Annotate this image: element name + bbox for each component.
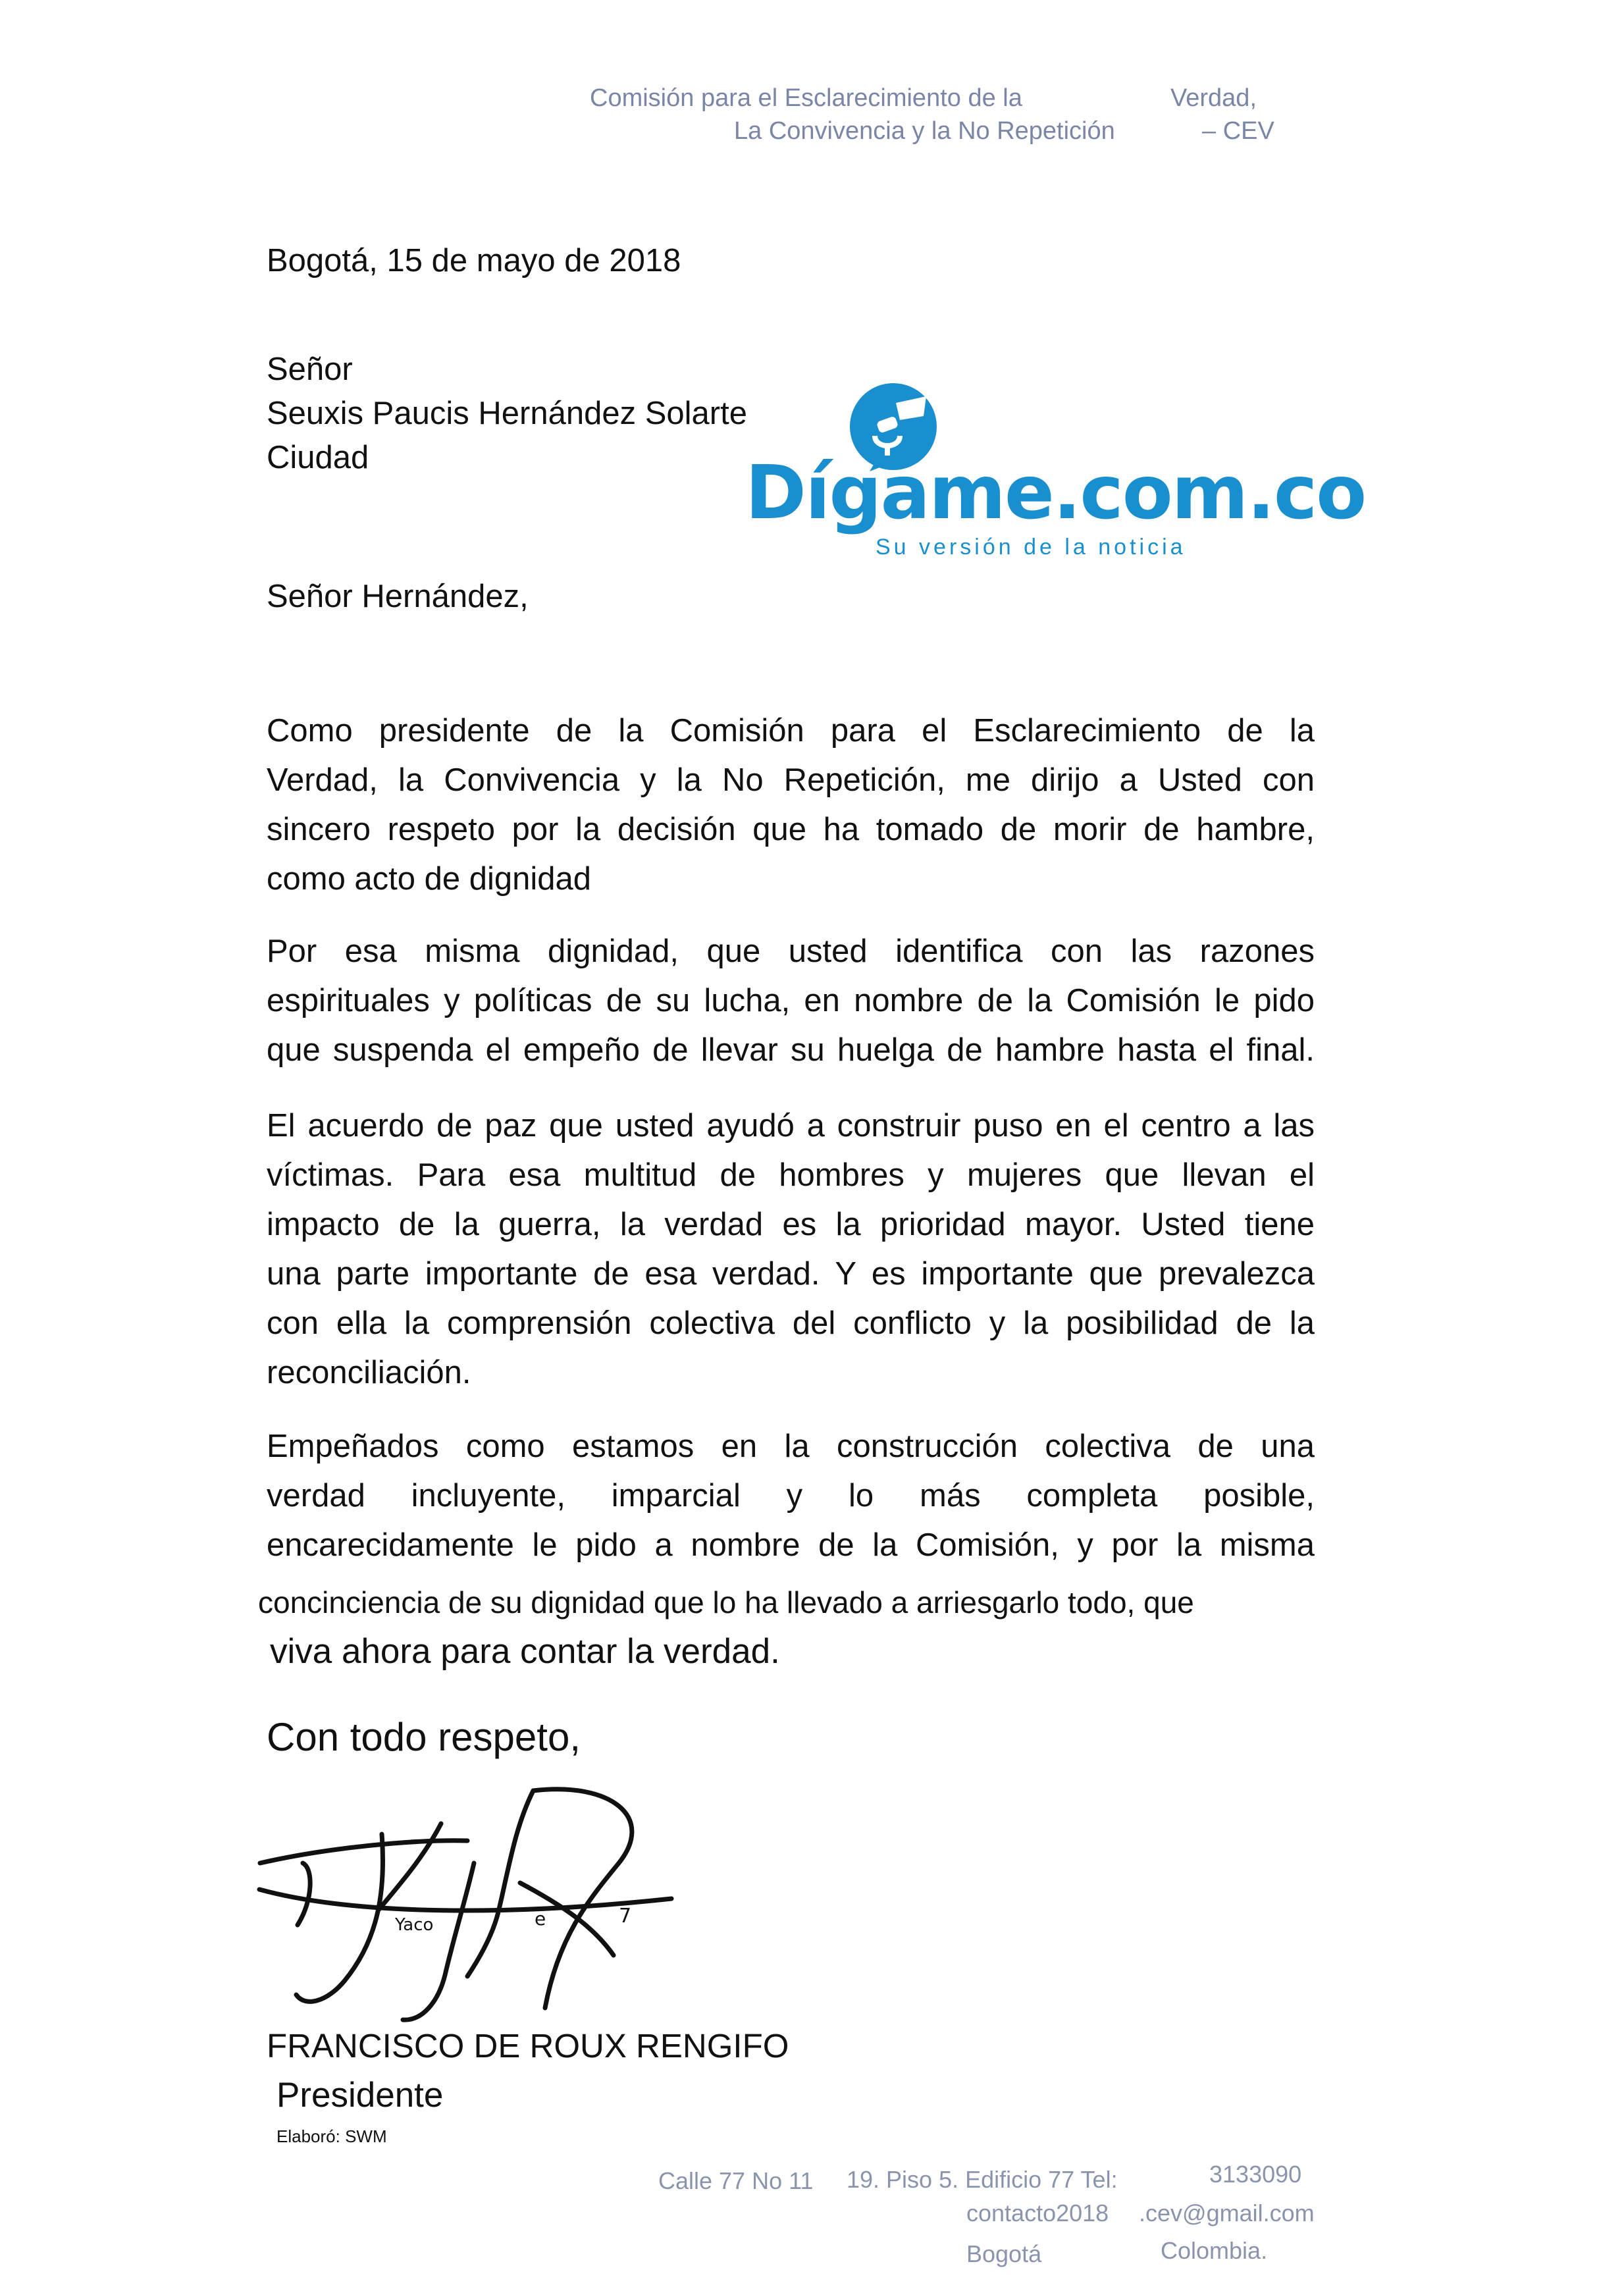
paragraph-line: Empeñados como estamos en la construcción colectiva de una <box>267 1429 1315 1464</box>
letterhead-line2-left: La Convivencia y la No Repetición <box>734 117 1115 145</box>
body-paragraph-3 <box>267 1101 1315 1398</box>
footer-email-a: contacto2018 <box>966 2200 1109 2227</box>
footer-country: Colombia. <box>1161 2237 1268 2264</box>
salutation: Señor Hernández, <box>267 579 529 614</box>
paragraph-line: que suspenda el empeño de llevar su huelga de hambre hasta el final. <box>267 1032 1315 1068</box>
footer-address-b: 19. Piso 5. Edificio 77 Tel: <box>847 2166 1118 2193</box>
paragraph-line: impacto de la guerra, la verdad es la prioridad mayor. Usted tiene <box>267 1207 1315 1242</box>
extra-line-1: concinciencia de su dignidad que lo ha llevado a arriesgarlo todo, que <box>258 1585 1194 1620</box>
watermark-logo <box>737 382 1366 566</box>
paragraph-line: como acto de dignidad <box>267 861 592 897</box>
closing: Con todo respeto, <box>267 1715 581 1759</box>
paragraph-line: encarecidamente le pido a nombre de la Comisión, y por la misma <box>267 1527 1315 1563</box>
paragraph-line: El acuerdo de paz que usted ayudó a construir puso en el centro a las <box>267 1108 1315 1144</box>
extra-line-2: viva ahora para contar la verdad. <box>270 1632 780 1671</box>
svg-text:7: 7 <box>619 1905 632 1928</box>
handwritten-signature <box>250 1784 724 2047</box>
paragraph-line: espirituales y políticas de su lucha, en nombre de la Comisión le pido <box>267 983 1315 1018</box>
letterhead-line1-left: Comisión para el Esclarecimiento de la <box>590 84 1022 112</box>
paragraph-line: una parte importante de esa verdad. Y es importante que prevalezca <box>267 1256 1315 1292</box>
recipient-title: Señor <box>267 352 353 387</box>
paragraph-line: con ella la comprensión colectiva del conflicto y la posibilidad de la <box>267 1305 1315 1341</box>
paragraph-line: víctimas. Para esa multitud de hombres y mujeres que llevan el <box>267 1157 1315 1193</box>
signer-title: Presidente <box>276 2076 444 2115</box>
footer-email-b: .cev@gmail.com <box>1139 2200 1315 2227</box>
signer-name: FRANCISCO DE ROUX RENGIFO <box>267 2027 789 2065</box>
paragraph-line: Como presidente de la Comisión para el Esclarecimiento de la <box>267 713 1315 749</box>
footer-address-a: Calle 77 No 11 <box>658 2167 814 2194</box>
body-paragraph-2 <box>267 927 1315 1075</box>
letterhead-line2-right: – CEV <box>1202 117 1274 145</box>
signature-handwriting: Yaco <box>395 1915 434 1935</box>
recipient-name: Seuxis Paucis Hernández Solarte <box>267 396 747 431</box>
letterhead-line1-right: Verdad, <box>1170 84 1257 112</box>
svg-text:e: e <box>535 1908 546 1930</box>
paragraph-line: Por esa misma dignidad, que usted identifica con las razones <box>267 934 1315 969</box>
footer-city: Bogotá <box>966 2240 1042 2267</box>
paragraph-line: sincero respeto por la decisión que ha tomado de morir de hambre, <box>267 812 1315 847</box>
prepared-by: Elaboró: SWM <box>276 2126 387 2146</box>
watermark-tagline: Su versión de la noticia <box>876 535 1186 560</box>
paragraph-line: verdad incluyente, imparcial y lo más completa posible, <box>267 1478 1315 1514</box>
body-paragraph-1 <box>267 706 1315 904</box>
footer-phone: 3133090 <box>1209 2161 1302 2188</box>
paragraph-line: Verdad, la Convivencia y la No Repetición, me dirijo a Usted con <box>267 762 1315 798</box>
watermark-name: Dígame.com.co <box>745 450 1366 536</box>
recipient-city: Ciudad <box>267 440 369 475</box>
body-paragraph-4 <box>267 1422 1315 1570</box>
date-line: Bogotá, 15 de mayo de 2018 <box>267 243 681 278</box>
paragraph-line: reconciliación. <box>267 1355 471 1390</box>
